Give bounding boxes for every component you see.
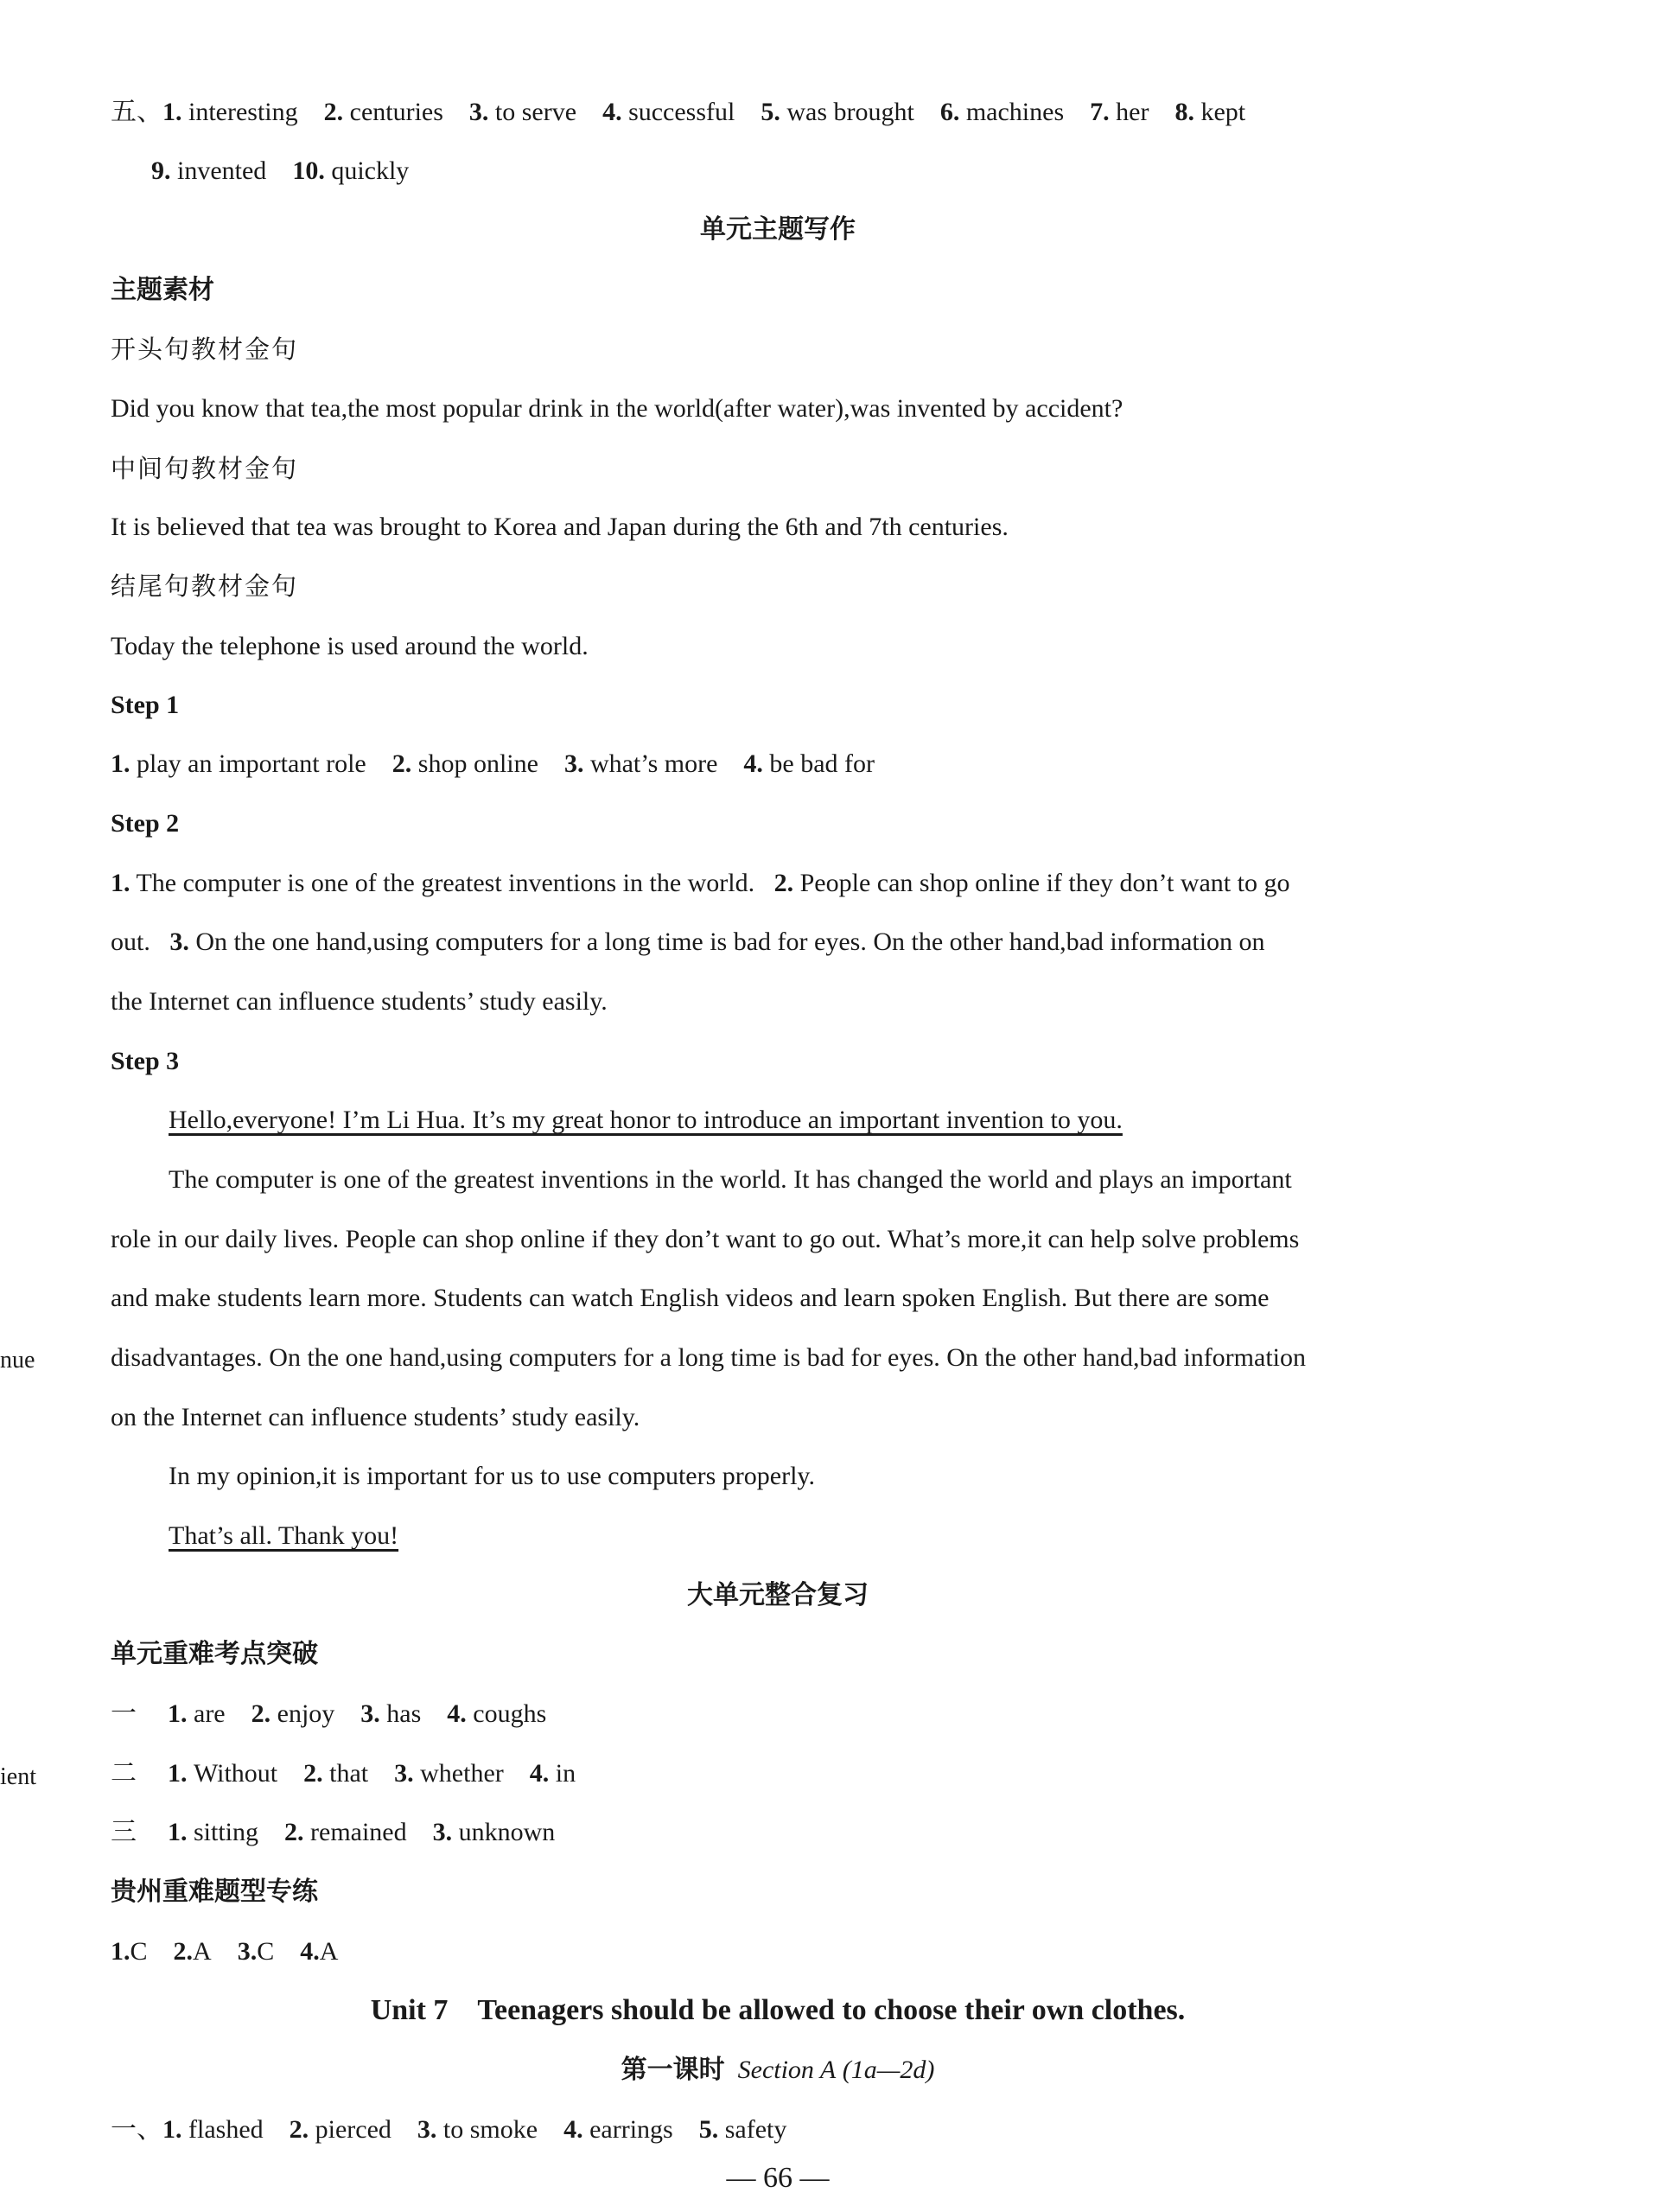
answer-item: 3. to serve [468,98,577,126]
essay-line: role in our daily lives. People can shop online if they don’t want to go out. What’s more,it can help solve problems [111,1225,1300,1253]
middle-sentence: It is believed that tea was brought to Korea and Japan during the 6th and 7th centuries. [111,513,1009,541]
step2-line-1: 1. The computer is one of the greatest inventions in the world. 2. People can shop online if they don’t want to go [111,869,1290,897]
essay-line: on the Internet can influence students’ study easily. [111,1403,640,1431]
essay-line: and make students learn more. Students can watch English videos and learn spoken English. But there are some [111,1284,1270,1312]
margin-fragment-1: nue [0,1347,35,1374]
review-row-2: 二 1. Without 2. that 3. whether 4. in [111,1758,576,1788]
unit7-answers: 一、1. flashed 2. pierced 3. to smoke 4. earrings 5. safety [111,2114,787,2145]
answers-five-row-1 [111,95,1271,130]
essay-line: In my opinion,it is important for us to use computers properly. [169,1462,815,1490]
step2-label: Step 2 [111,809,180,838]
guizhou-heading: 贵州重难题型专练 [111,1877,318,1907]
key-points-heading: 单元重难考点突破 [111,1639,318,1669]
opening-label: 开头句教材金句 [111,335,299,364]
opening-sentence: Did you know that tea,the most popular drink in the world(after water),was invented by accident? [111,394,1123,423]
margin-fragment-2: ient [0,1763,36,1790]
answer-item: 4. successful [602,98,735,126]
ending-label: 结尾句教材金句 [111,571,299,601]
review-row-1: 一 1. are 2. enjoy 3. has 4. coughs [111,1699,547,1729]
answer-item: 8. kept [1174,98,1246,126]
step1-answers: 1. play an important role 2. shop online 3. what’s more 4. be bad for [111,749,875,778]
review-title: 大单元整合复习 [687,1580,869,1610]
step3-label: Step 3 [111,1047,180,1075]
answer-item: 9. invented [151,156,267,185]
guizhou-answers: 1.C 2.A 3.C 4.A [111,1937,339,1966]
section-prefix: 五、 [111,97,162,127]
answer-item: 7. her [1090,98,1149,126]
essay-line: The computer is one of the greatest inventions in the world. It has changed the world and plays an important [169,1165,1292,1194]
unit7-title: Unit 7 Teenagers should be allowed to choose their own clothes. [370,1994,1186,2026]
material-heading: 主题素材 [111,275,214,305]
answers-five-row-2 [151,154,435,188]
middle-label: 中间句教材金句 [111,454,299,483]
answer-item: 2. centuries [323,98,443,126]
review-row-3: 三 1. sitting 2. remained 3. unknown [111,1817,556,1847]
writing-title: 单元主题写作 [700,214,856,245]
lesson-heading: 第一课时 Section A (1a—2d) [621,2055,935,2085]
answer-item: 10. quickly [292,156,410,185]
answer-item: 1. interesting [162,98,298,126]
essay-closing-line: That’s all. Thank you! [169,1521,399,1550]
page-number: — 66 — [726,2162,830,2194]
essay-opening-line: Hello,everyone! I’m Li Hua. It’s my great honor to introduce an important invention to you. [169,1106,1123,1134]
answer-item: 6. machines [939,98,1065,126]
step1-label: Step 1 [111,691,180,719]
step2-line-3: the Internet can influence students’ study easily. [111,987,608,1016]
step2-line-2: out. 3. On the one hand,using computers for a long time is bad for eyes. On the other hand,bad information on [111,928,1265,956]
ending-sentence: Today the telephone is used around the world. [111,632,589,660]
essay-line: disadvantages. On the one hand,using computers for a long time is bad for eyes. On the other hand,bad information [111,1343,1306,1372]
answer-item: 5. was brought [761,98,914,126]
